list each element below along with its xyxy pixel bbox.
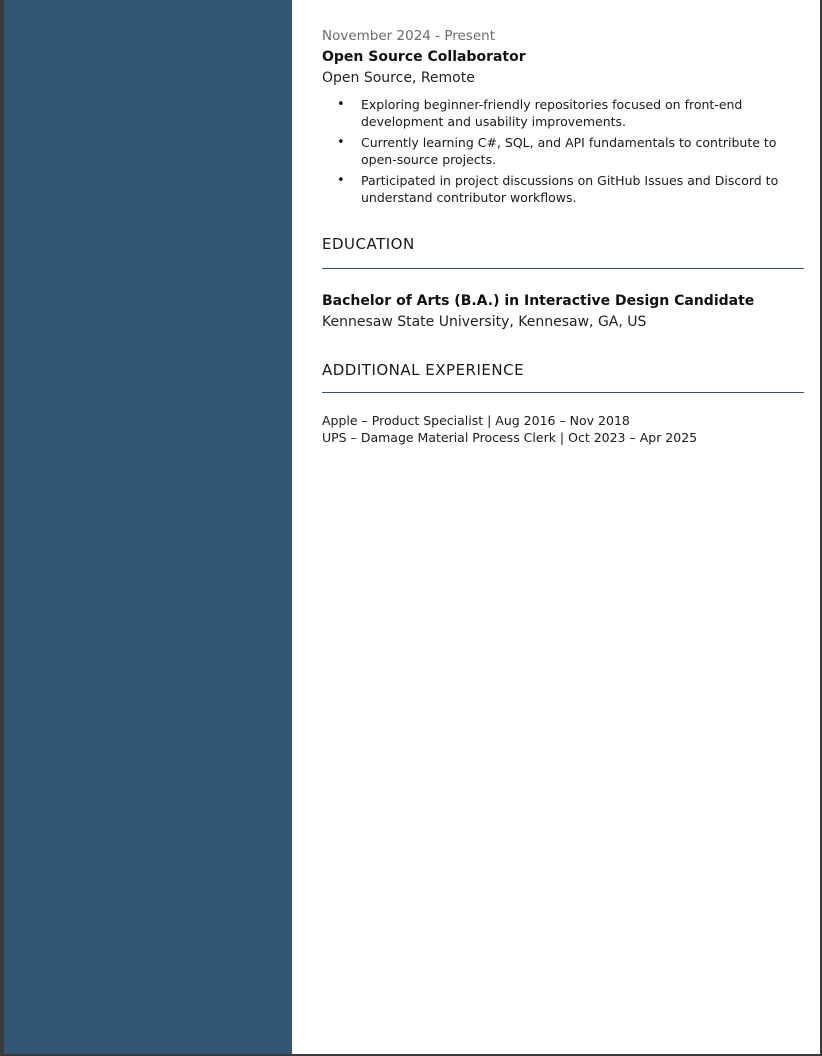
education-degree: Bachelor of Arts (B.A.) in Interactive Design Candidate xyxy=(322,293,755,309)
resume-page xyxy=(4,0,820,1054)
sidebar-panel xyxy=(4,0,292,1054)
job-company: Open Source, Remote xyxy=(322,70,475,86)
bullet-item: • Exploring beginner-friendly repositories focused on front-end development and usability improvements. xyxy=(361,96,804,130)
additional-experience-item: UPS – Damage Material Process Clerk | Oct 2023 – Apr 2025 xyxy=(322,430,698,445)
job-dates: November 2024 - Present xyxy=(322,28,495,44)
section-divider xyxy=(322,392,804,393)
experience-entry xyxy=(322,26,804,206)
education-section xyxy=(322,234,804,332)
job-bullets xyxy=(322,96,804,206)
education-school: Kennesaw State University, Kennesaw, GA, US xyxy=(322,314,647,330)
main-column xyxy=(322,26,804,446)
job-title: Open Source Collaborator xyxy=(322,49,526,65)
section-heading-additional-experience: ADDITIONAL EXPERIENCE xyxy=(322,361,525,379)
additional-experience-section xyxy=(322,360,804,446)
additional-experience-list xyxy=(322,412,804,446)
section-heading-education: EDUCATION xyxy=(322,235,415,253)
section-divider xyxy=(322,268,804,269)
additional-experience-item: Apple – Product Specialist | Aug 2016 – Nov 2018 xyxy=(322,413,630,428)
bullet-item: • Currently learning C#, SQL, and API fundamentals to contribute to open-source projects. xyxy=(361,134,804,168)
bullet-item: • Participated in project discussions on GitHub Issues and Discord to understand contributor workflows. xyxy=(361,172,804,206)
